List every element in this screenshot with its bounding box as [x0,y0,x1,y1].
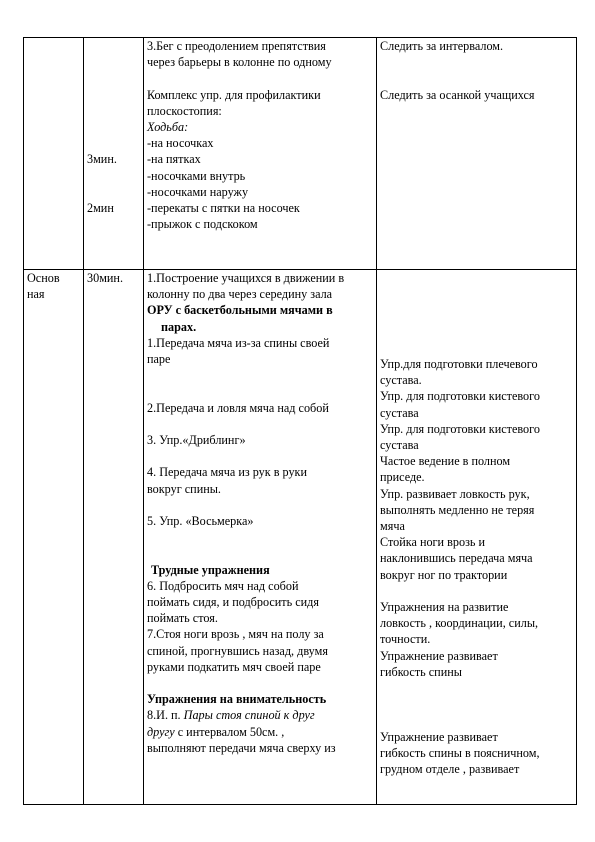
notes-cell: Следить за интервалом. Следить за осанкой учащихся [377,38,577,270]
time-value: 30мин. [87,271,123,285]
content-cell: 3.Бег с преодолением препятствия через барьеры в колонне по одному Комплекс упр. для профилактики плоскостопия: Ходьба: -на носочках -на пятках -носочками внутрь -носочками наружу -перекаты с пятки на носочек -прыжок с подскоком [144,38,377,270]
time-cell [84,38,144,270]
phase-cell [24,38,84,270]
lesson-plan-table [23,37,577,805]
time-value: 3мин. [87,152,117,166]
walking-label: Ходьба: [147,120,189,134]
list-item: -на пятках [147,152,201,167]
section-heading: парах. [161,319,197,334]
list-item: -перекаты с пятки на носочек [147,201,300,216]
time-cell [84,270,144,805]
table-row [24,270,577,805]
time-value: 2мин [87,201,114,216]
list-item: -носочками внутрь [147,168,246,183]
notes-cell: Упр.для подготовки плечевого сустава. Упр. для подготовки кистевого сустава Упр. для подготовки кистевого сустава Частое ведение в полном приседе. Упр. развивает ловкость рук, выполнять медленно не теряя мяча Стойка ноги врозь и наклонившись передача мяча вокруг ног по трактории Упражнения на развитие ловкость , координации, силы, точности. Упражнение развивает гибкость спины Упражнение развивает гибкость спины в поясничном, грудном отделе , развивает [377,270,577,805]
section-heading: ОРУ с баскетбольными мячами в [147,303,333,318]
list-item: -прыжок с подскоком [147,217,258,232]
table-row [24,38,577,270]
content-cell: 1.Построение учащихся в движении в колонну по два через середину зала ОРУ с баскетбольными мячами в парах. 1.Передача мяча из-за спины своей паре 2.Передача и ловля мяча над собой 3. Упр.«Дриблинг» 4. Передача мяча из рук в руки вокруг спины. 5. Упр. «Восьмерка» Трудные упражнения 6. Подбросить мяч над собой поймать сидя, и подбросить сидя поймать стоя. 7.Стоя ноги врозь , мяч на полу за спиной, прогнувшись назад, двумя руками подкатить мяч своей паре Упражнения на внимательность 8.И. п. Пары стоя спиной к друг другу с интервалом 50см. , выполняют передачи мяча сверху из [144,270,377,805]
list-item: -носочками наружу [147,184,249,199]
section-heading: Трудные упражнения [151,562,270,577]
phase-cell: Основ ная [24,270,84,805]
list-item: -на носочках [147,136,214,151]
section-heading: Упражнения на внимательность [147,692,327,707]
